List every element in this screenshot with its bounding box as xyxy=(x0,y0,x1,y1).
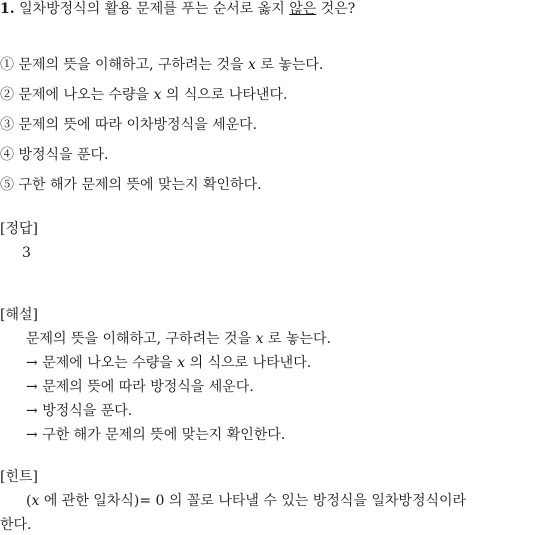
choice-marker: ⑤ xyxy=(0,177,14,193)
choice-marker: ④ xyxy=(0,147,14,163)
emphasis-underline: 않은 xyxy=(289,1,317,17)
choice-2[interactable]: ② 문제에 나오는 수량을 x 의 식으로 나타낸다. xyxy=(0,87,288,103)
question-stem xyxy=(0,0,355,18)
question-text: 일차방정식의 활용 문제를 푸는 순서로 옳지 않은 것은? xyxy=(19,1,356,17)
arrow-icon: → xyxy=(26,355,43,371)
solution-step: → 문제에 나오는 수량을 x 의 식으로 나타낸다. xyxy=(26,355,312,371)
choice-4[interactable]: ④ 방정식을 푼다. xyxy=(0,147,109,163)
arrow-icon: → xyxy=(26,379,43,395)
solution-label: [해설] xyxy=(0,307,38,323)
solution-step: → 방정식을 푼다. xyxy=(26,403,133,419)
variable-x: x xyxy=(248,57,256,73)
choice-5[interactable]: ⑤ 구한 해가 문제의 뜻에 맞는지 확인하다. xyxy=(0,177,262,193)
variable-x: x xyxy=(153,87,162,103)
choice-1[interactable]: ① 문제의 뜻을 이해하고, 구하려는 것을 x 로 놓는다. xyxy=(0,57,324,73)
choice-marker: ③ xyxy=(0,117,14,133)
answer-label: [정답] xyxy=(0,221,38,237)
variable-x: x xyxy=(177,355,186,371)
hint-label: [힌트] xyxy=(0,469,38,485)
choice-marker: ① xyxy=(0,57,14,73)
question-number: 1. xyxy=(0,1,15,17)
variable-x: x xyxy=(31,493,40,509)
solution-step: → 구한 해가 문제의 뜻에 맞는지 확인한다. xyxy=(26,427,286,443)
variable-x: x xyxy=(255,331,264,347)
arrow-icon: → xyxy=(26,403,43,419)
choice-marker: ② xyxy=(0,87,14,103)
answer-value: 3 xyxy=(22,245,31,261)
solution-step: → 문제의 뜻에 따라 방정식을 세운다. xyxy=(26,379,254,395)
hint-text-continued: 한다. xyxy=(0,517,32,533)
arrow-icon: → xyxy=(26,427,43,443)
choice-3[interactable]: ③ 문제의 뜻에 따라 이차방정식을 세운다. xyxy=(0,117,258,133)
hint-text: (x 에 관한 일차식)= 0 의 꼴로 나타낼 수 있는 방정식을 일차방정식이라 xyxy=(26,493,467,509)
solution-step: 문제의 뜻을 이해하고, 구하려는 것을 x 로 놓는다. xyxy=(26,331,331,347)
